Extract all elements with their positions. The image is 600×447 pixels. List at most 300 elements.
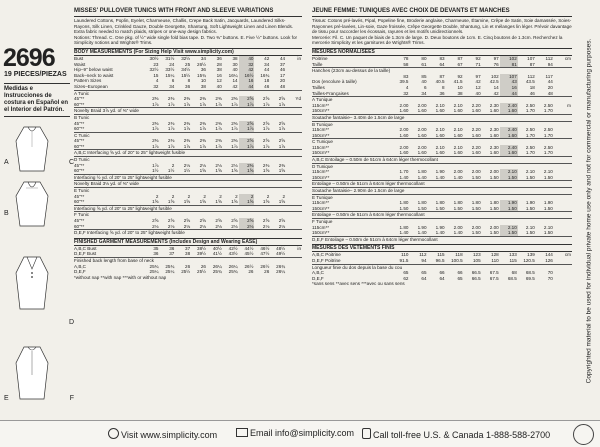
table-cell: 2.20 (471, 127, 481, 133)
table-cell: 1.40 (453, 230, 463, 236)
table-cell: 46 (264, 83, 270, 89)
table-cell: 1.70 (525, 132, 535, 138)
table-cell: 37 (169, 251, 175, 257)
row-label: C Tunic (74, 132, 302, 138)
table-cell: 1.60 (500, 108, 518, 114)
table-cell: 2⅛ (215, 223, 222, 229)
table-cell: 2⅜ (231, 96, 238, 102)
table-cell: 38 (232, 55, 238, 61)
table-cell: 1⅝ (278, 168, 286, 174)
table-cell: 78 (403, 55, 409, 61)
table-cell: 16 (500, 85, 518, 91)
table-cell: 36 (216, 55, 222, 61)
table-cell: 2⅛ (231, 162, 238, 168)
table-cell: 2⅝ (278, 120, 286, 126)
table-cell: Yd (295, 96, 301, 102)
table-cell: 34 (169, 83, 175, 89)
table-cell: 61 (421, 61, 427, 67)
table-cell: 2.10 (435, 102, 445, 108)
table-cell: 45½ (244, 251, 254, 257)
row-label: Tailles (312, 84, 325, 90)
row-label: Novelty Braid 3⅞ yd. of ⅜" wide (74, 108, 302, 115)
english-finished-header: FINISHED GARMENT MEASUREMENTS (Includes Design and Wearing EASE) (74, 238, 302, 246)
table-cell: 10 (457, 84, 463, 90)
table-cell: 2.10 (435, 127, 445, 133)
table-cell: 2.30 (489, 127, 499, 133)
table-cell: 1.40 (435, 174, 445, 180)
table-cell: 1½ (167, 168, 175, 174)
table-cell: 2⅛ (199, 223, 206, 229)
table-cell: 41½ (212, 251, 222, 257)
table-cell: 26¼ (276, 269, 286, 275)
row-label: C Tunique (312, 139, 572, 145)
table-cell: 42 (239, 67, 255, 73)
table-cell: 2.10 (435, 144, 445, 150)
table-cell: 2⅜ (167, 120, 175, 126)
table-cell: 1.80 (435, 200, 445, 206)
table-cell: 64 (421, 275, 427, 281)
row-label: 115cm** (312, 127, 330, 133)
table-cell: 2⅝ (199, 218, 206, 223)
table-cell: 2 (282, 193, 286, 199)
table-cell: 48 (547, 90, 553, 96)
row-label: 150cm** (312, 150, 330, 156)
french-fabrics: Tissus: Cotons pré-lavés, Pipal, Popeline fine, Broderie anglaise, Charmeuse, Étamine, Crêpe de Satin, Soie damassée, Soies-Rayonnes pré-lavées, Lin-soie, Gaze froissée, Crêpe Georgette Double, Shantung, Lin et mélanges lin léger. Prévoir davantage de tissu pour raccorder les écossais, rayures et les motifs unidirectionnels. (312, 18, 572, 35)
view-b-sketch (6, 180, 66, 230)
table-cell: 2.10 (453, 144, 463, 150)
table-cell: 1.50 (543, 205, 553, 211)
table-cell: 48½ (276, 245, 286, 251)
table-cell: 1.90 (525, 200, 535, 206)
table-cell: 126 (545, 257, 553, 263)
table-cell: 87 (439, 73, 445, 79)
row-label: A,B,C Poitrine (312, 252, 341, 258)
row-label: Poitrine (312, 55, 328, 61)
table-cell: 1.70 (525, 108, 535, 114)
row-label: D,E,F Interfacing ⅝ yd. of 20" to 25" lightweight fusible (74, 230, 302, 236)
table-cell: 2⅜ (231, 138, 238, 144)
english-footnote: *without nap **with nap ***with or without nap (74, 274, 167, 280)
table-cell: 2⅜ (152, 120, 159, 126)
table-cell: 26¼ (228, 263, 238, 269)
table-cell: 81 (500, 62, 518, 68)
table-cell: 23 (153, 61, 159, 67)
table-cell: 1.60 (399, 150, 409, 156)
table-cell: 1.60 (500, 133, 518, 139)
table-cell: 15 (153, 72, 159, 78)
table-cell: 66 (439, 270, 445, 276)
row-label: A Tunic (74, 90, 302, 96)
table-cell: 25¼ (165, 269, 175, 275)
table-cell: 1.50 (399, 205, 409, 211)
table-cell: 46 (279, 67, 286, 73)
table-cell: 1.40 (453, 174, 463, 180)
row-label: A,B,C (74, 263, 86, 269)
table-cell: 87 (457, 55, 463, 61)
table-cell: 115 (509, 257, 517, 263)
table-cell: 2⅛ (183, 223, 191, 229)
table-cell: 36 (185, 83, 191, 89)
row-label: 45"** (74, 193, 85, 199)
table-cell: 1⅝ (231, 199, 238, 205)
table-cell: 34 (200, 55, 206, 61)
table-cell: 2⅝ (278, 138, 286, 144)
table-cell: 1⅞ (199, 101, 206, 107)
table-cell: 1⅝ (278, 199, 286, 205)
row-label: 150cm** (312, 108, 330, 114)
table-cell: 1⅞ (152, 126, 159, 132)
row-label: D,E,F Poitrine (312, 257, 341, 263)
table-cell: 66 (457, 270, 463, 276)
table-cell: 1⅞ (262, 126, 270, 132)
table-cell: 1.60 (489, 150, 499, 156)
table-cell: 1⅞ (215, 143, 222, 149)
row-label: 60"** (74, 101, 85, 107)
table-cell: 83 (439, 55, 445, 61)
table-cell: 2 (266, 193, 270, 199)
table-cell: 1.60 (435, 108, 445, 114)
table-cell: 2⅝ (262, 120, 270, 126)
french-yardage-table (312, 56, 572, 242)
table-cell: 18 (264, 78, 270, 84)
table-cell: 26½ (244, 263, 254, 269)
table-cell: 20 (279, 78, 286, 84)
table-cell: 2.50 (525, 127, 535, 133)
table-cell: 17 (279, 72, 286, 78)
table-cell: 112 (545, 55, 553, 61)
table-cell: 2.00 (399, 102, 409, 108)
table-cell: 1⅝ (183, 199, 191, 205)
table-cell: 2⅝ (167, 218, 175, 223)
table-cell: 2 (203, 193, 206, 199)
table-cell: 2⅜ (183, 120, 191, 126)
table-cell: 2⅜ (215, 120, 222, 126)
table-cell: 92 (457, 73, 463, 79)
table-cell: 1.90 (435, 169, 445, 175)
table-cell: 2.10 (453, 102, 463, 108)
table-cell: 46 (529, 90, 535, 96)
row-label: Finished back length from base of neck (74, 257, 302, 263)
pieces-count: 19 PIECES/PIEZAS (4, 71, 67, 78)
table-cell: 44 (264, 67, 270, 73)
row-label: 115cm** (312, 224, 330, 230)
table-cell: 1.50 (471, 174, 481, 180)
footer-email[interactable] (236, 428, 354, 438)
table-row (312, 114, 572, 121)
table-cell: 1.60 (417, 132, 427, 138)
table-cell: 2⅝ (183, 218, 191, 223)
table-cell: 44 (500, 91, 518, 97)
table-cell: 2⅜ (183, 96, 191, 102)
table-row (74, 181, 302, 188)
table-cell: 2.30 (489, 102, 499, 108)
table-cell: 67 (457, 61, 463, 67)
table-row (74, 174, 302, 181)
table-cell: cm (564, 55, 571, 61)
table-cell: 2⅜ (262, 162, 270, 168)
table-row (74, 150, 302, 157)
table-cell: 64 (439, 275, 445, 281)
table-cell: 33½ (165, 67, 175, 73)
row-label: 150cm** (312, 205, 330, 211)
table-cell: 1.40 (417, 230, 427, 236)
table-cell: 1⅞ (152, 162, 159, 168)
table-cell: 1.40 (417, 174, 427, 180)
english-body-header: BODY MEASUREMENTS (For Sizing Help Visit www.simplicity.com) (74, 48, 302, 56)
table-row (74, 230, 302, 236)
footer-visit[interactable] (108, 428, 217, 440)
table-cell: 1.60 (471, 150, 481, 156)
table-cell: 123 (473, 252, 481, 258)
view-label-c: C (68, 159, 74, 166)
table-cell: 2⅝ (152, 218, 159, 223)
row-label: Entoilage – 0.50m de 51cm à 64cm léger thermocollant (312, 181, 572, 188)
table-cell: 40 (232, 67, 238, 73)
table-cell: 2⅜ (199, 138, 206, 144)
table-cell: 36 (439, 90, 445, 96)
table-cell: 40 (475, 90, 481, 96)
french-finished-table (312, 252, 572, 281)
row-label: A,B,C Bust (74, 245, 97, 251)
table-cell: 25½ (181, 269, 191, 275)
table-cell: 32½ (149, 67, 159, 73)
table-cell: 1⅝ (215, 168, 222, 174)
row-label: D,E,F Entoilage – 0.50m de 51cm à 64cm léger thermocollant (312, 236, 572, 242)
row-label: 60"** (74, 223, 85, 229)
view-label-d: D (68, 319, 74, 326)
row-label: Interfacing ½ yd. of 20" to 25" lightweight fusible (74, 174, 302, 181)
table-cell: 1⅞ (183, 143, 191, 149)
table-cell: 2⅝ (278, 96, 286, 102)
table-cell: 65 (421, 270, 427, 276)
row-label: A Tunique (312, 97, 572, 103)
row-label: D,E,F Bust (74, 251, 97, 257)
table-cell: 1⅝ (167, 199, 175, 205)
envelope-icon (236, 428, 248, 437)
table-cell: 42 (264, 55, 270, 61)
table-cell: 2⅜ (199, 120, 206, 126)
left-column (0, 0, 74, 420)
table-cell: 26 (248, 269, 254, 275)
view-d-sketch (6, 255, 74, 326)
table-cell: 2.20 (471, 102, 481, 108)
table-cell: 4 (405, 84, 409, 90)
table-cell: 1.80 (471, 200, 481, 206)
table-cell: 25½ (197, 269, 206, 275)
table-cell: 26½ (197, 61, 206, 67)
table-cell: 40½ (212, 245, 222, 251)
row-label: 115cm** (312, 169, 330, 175)
table-cell: 41.5 (453, 79, 463, 85)
table-cell: 1.60 (417, 108, 427, 114)
footer-phone[interactable] (362, 428, 550, 440)
table-cell: 85 (421, 73, 427, 79)
table-cell: 2.10 (543, 224, 553, 230)
table-cell: 2.00 (417, 102, 427, 108)
table-cell: 1.70 (525, 150, 535, 156)
table-cell: 1⅝ (215, 199, 222, 205)
table-cell: 1.70 (543, 132, 553, 138)
table-cell: 2.00 (417, 127, 427, 133)
row-label: D,E,F (312, 275, 324, 281)
table-cell: 1⅝ (199, 199, 206, 205)
table-cell: 1.50 (500, 230, 518, 236)
table-cell: 1.60 (471, 132, 481, 138)
row-label: Back–neck to waist (74, 72, 114, 78)
view-label-f: F (69, 395, 74, 402)
table-cell: 2⅝ (239, 121, 255, 127)
table-cell: 32 (239, 62, 255, 68)
row-label: 45"** (74, 96, 85, 102)
table-cell: 1⅞ (278, 143, 286, 149)
table-cell: 1⅞ (231, 126, 238, 132)
table-cell: 1⅞ (231, 101, 238, 107)
table-cell: 25¾ (149, 263, 159, 269)
row-label: A,B,C Entoilage – 0.50m de 51cm à 64cm léger thermocollant (312, 157, 572, 164)
table-cell: 35 (153, 245, 159, 251)
table-cell: 100.5 (451, 257, 463, 263)
table-cell: 2.10 (453, 127, 463, 133)
table-cell: 1⅞ (278, 101, 286, 107)
row-label: Hip–9" below waist (74, 67, 113, 73)
table-cell: 1.50 (471, 205, 481, 211)
table-row (312, 188, 572, 195)
table-cell: 2 (171, 193, 175, 199)
table-cell: 2⅜ (199, 96, 206, 102)
table-cell: 32 (153, 83, 159, 89)
table-cell: 92 (475, 55, 481, 61)
row-label: Pattern Sizes (74, 78, 102, 84)
table-cell: 2.10 (525, 169, 535, 175)
table-cell: 2.10 (500, 225, 518, 231)
table-cell: 24 (169, 61, 175, 67)
table-cell: 1⅞ (167, 143, 175, 149)
table-cell: 43.5 (525, 79, 535, 85)
table-cell: 1⅞ (262, 143, 270, 149)
table-cell: 68.5 (507, 275, 517, 281)
table-cell: 1⅞ (239, 102, 255, 108)
table-cell: 1⅞ (183, 101, 191, 107)
table-cell: 80 (421, 55, 427, 61)
footer-email-text: Email info@simplicity.com (250, 428, 354, 438)
table-cell: 2⅛ (231, 223, 238, 229)
table-cell: 8 (187, 78, 191, 84)
table-cell: 40 (239, 56, 255, 62)
table-cell: 96.5 (435, 257, 445, 263)
row-label: F Tunique (312, 219, 572, 225)
table-cell: 30½ (149, 55, 159, 61)
table-cell: 2.50 (525, 144, 535, 150)
table-cell: 1.50 (500, 175, 518, 181)
row-label: A,B,C Interfacing ⅝ yd. of 20" to 25" lightweight fusible (74, 150, 302, 157)
row-label: Soutache fantaisie– 3.40m de 1.5cm de large (312, 114, 572, 121)
table-cell: 1.80 (399, 200, 409, 206)
table-cell: 47½ (260, 251, 270, 257)
table-cell: 1.60 (489, 132, 499, 138)
french-footnote: *sans sens **avec sens ***avec ou sans sens (312, 281, 405, 287)
table-cell: 1⅞ (167, 126, 175, 132)
table-cell: 40.5 (435, 79, 445, 85)
table-cell: 2.10 (500, 169, 518, 175)
table-cell: 2.20 (471, 144, 481, 150)
row-label: Longueur finie du dos depuis la base du cou (312, 264, 572, 270)
table-cell: 67.5 (489, 270, 499, 276)
table-cell: 25 (185, 61, 191, 67)
row-label: 45"** (74, 120, 85, 126)
table-cell: 6 (171, 78, 175, 84)
table-cell: 15½ (181, 72, 191, 78)
table-cell: 48 (279, 83, 286, 89)
table-cell: 62 (403, 275, 409, 281)
table-cell: 68 (511, 270, 517, 276)
french-notions: Mercerie: Fil. C. Un paquet de biais de 1.3cm de large. D. Deux boutons de 1cm. E. Cinq boutons de 1.3cm. Recherchez la mercerie Simplicity et les garnitures de Wrights® Trims. (312, 34, 563, 46)
table-cell: 2⅛ (278, 223, 286, 229)
table-cell: 43 (500, 79, 518, 85)
table-cell: 1⅞ (152, 101, 159, 107)
table-cell: 2.00 (417, 144, 427, 150)
table-cell: 71 (475, 61, 481, 67)
table-cell: 107 (500, 74, 518, 80)
table-cell: 2.00 (471, 169, 481, 175)
table-cell: 1.60 (399, 132, 409, 138)
table-cell: 97 (475, 73, 481, 79)
table-cell: 66.5 (471, 275, 481, 281)
table-cell: 10 (200, 78, 206, 84)
table-cell: 2 (219, 193, 222, 199)
table-cell: 102 (500, 56, 518, 62)
table-cell: 1.40 (399, 174, 409, 180)
table-cell: 15¼ (165, 72, 175, 78)
table-cell: 12 (475, 84, 481, 90)
table-cell: 2⅝ (215, 218, 222, 223)
table-cell: 44 (279, 55, 286, 61)
table-cell: 94 (547, 61, 553, 67)
table-cell: 1⅞ (215, 101, 222, 107)
row-label: D,E,F (74, 269, 86, 275)
tunic-d-drawing (14, 255, 50, 311)
table-cell: 40 (216, 83, 222, 89)
table-cell: in (297, 55, 301, 61)
table-cell: 2.00 (399, 127, 409, 133)
table-cell: 1.60 (453, 132, 463, 138)
table-cell: 26¾ (276, 263, 286, 269)
view-e-sketch (4, 345, 74, 405)
table-cell: 25¼ (149, 269, 159, 275)
table-cell: 30 (232, 61, 238, 67)
table-cell: 97 (493, 55, 499, 61)
table-cell: 70 (547, 275, 553, 281)
table-cell: 76 (493, 61, 499, 67)
english-finished-table (74, 246, 302, 275)
row-label: 150cm** (312, 230, 330, 236)
table-cell: 69.5 (525, 275, 535, 281)
table-cell: 2⅛ (215, 162, 222, 168)
table-cell: 2⅝ (239, 218, 255, 224)
table-cell: 2⅝ (262, 218, 270, 223)
table-cell: 70 (547, 270, 553, 276)
table-cell: 32½ (181, 55, 191, 61)
table-cell: 1⅝ (239, 199, 255, 205)
table-cell: 39.5 (399, 79, 409, 85)
table-cell: 1.50 (489, 230, 499, 236)
table-cell: 2⅜ (167, 96, 175, 102)
table-cell: 46½ (260, 245, 270, 251)
table-cell: 2⅛ (239, 224, 255, 230)
table-cell: 107 (527, 55, 535, 61)
row-label: 45"** (74, 138, 85, 144)
table-cell: 1⅞ (278, 126, 286, 132)
table-cell: 2⅜ (152, 138, 159, 144)
